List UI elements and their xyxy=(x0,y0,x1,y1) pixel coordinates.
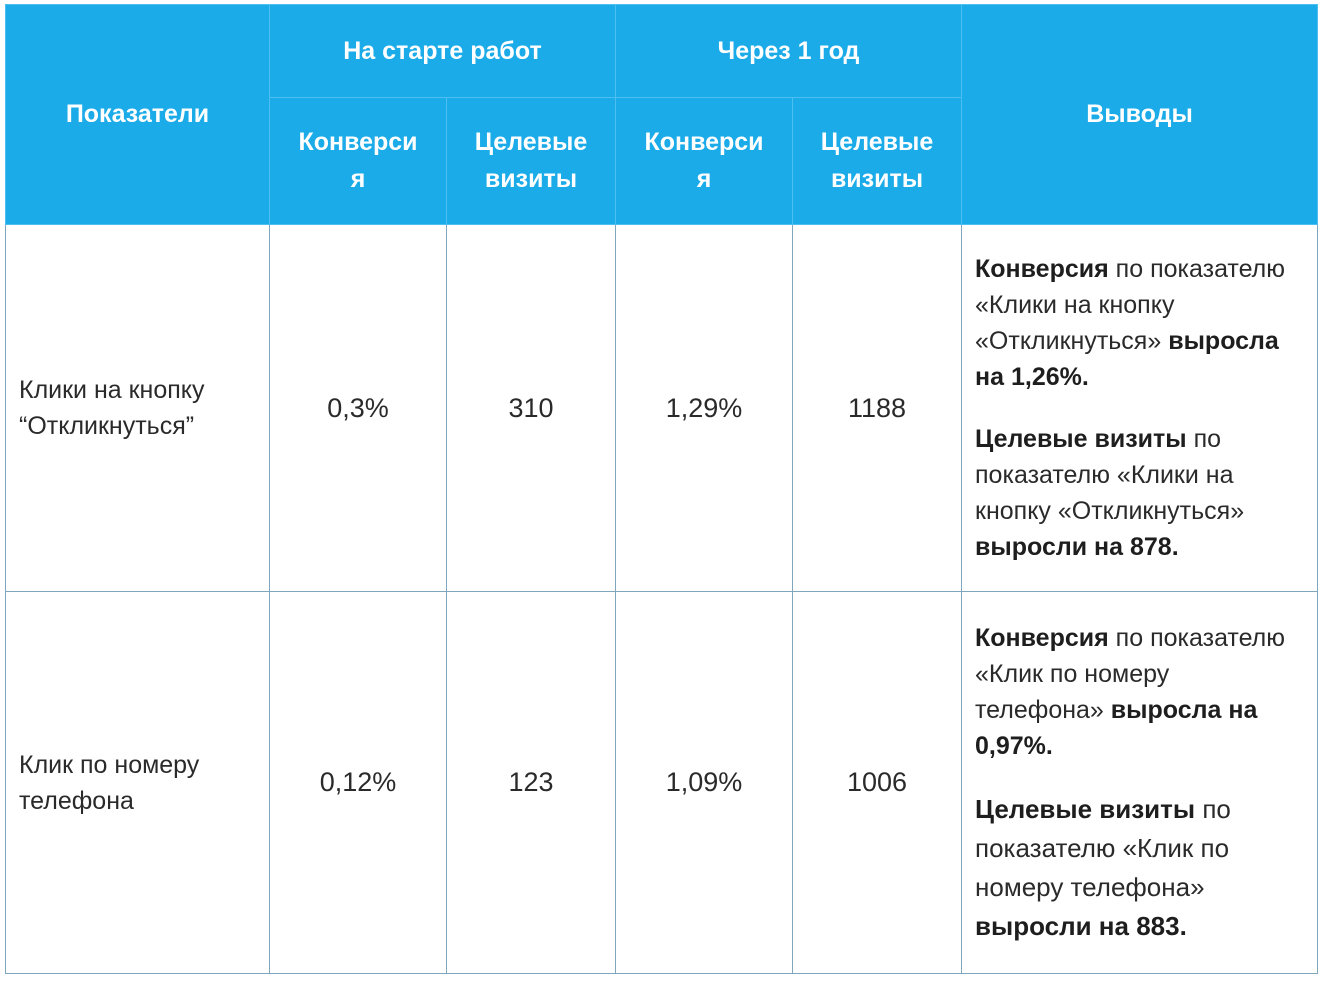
year-conversion-cell: 1,09% xyxy=(616,592,793,974)
conclusion-visits: Целевые визиты по показателю «Клик по номеру телефона» выросли на 883. xyxy=(975,793,1231,941)
header-metrics: Показатели xyxy=(6,5,270,225)
header-group-start: На старте работ xyxy=(270,5,616,98)
header-conclusions: Выводы xyxy=(962,5,1318,225)
year-visits-cell: 1188 xyxy=(793,225,962,592)
header-start-conversion: Конверси я xyxy=(270,98,447,225)
header-group-year: Через 1 год xyxy=(616,5,962,98)
start-visits-cell: 310 xyxy=(447,225,616,592)
header-year-conversion: Конверси я xyxy=(616,98,793,225)
start-conversion-cell: 0,12% xyxy=(270,592,447,974)
metric-cell: Клики на кнопку “Откликнуться” xyxy=(6,225,270,592)
conclusion-cell xyxy=(962,592,1318,974)
conclusion-visits: Целевые визиты по показателю «Клики на кнопку «Откликнуться» выросли на 878. xyxy=(975,425,1245,561)
conclusion-conversion: Конверсия по показателю «Клик по номеру телефона» выросла на 0,97%. xyxy=(975,623,1286,760)
header-start-visits: Целевые визиты xyxy=(447,98,616,225)
conclusion-cell xyxy=(962,225,1318,592)
header-row-groups xyxy=(6,5,1318,98)
start-conversion-cell: 0,3% xyxy=(270,225,447,592)
year-conversion-cell: 1,29% xyxy=(616,225,793,592)
year-visits-cell: 1006 xyxy=(793,592,962,974)
header-year-visits: Целевые визиты xyxy=(793,98,962,225)
start-visits-cell: 123 xyxy=(447,592,616,974)
results-table xyxy=(5,4,1318,974)
conclusion-conversion: Конверсия по показателю «Клики на кнопку «Откликнуться» выросла на 1,26%. xyxy=(975,255,1286,391)
table-row xyxy=(6,592,1318,974)
table-row xyxy=(6,225,1318,592)
metric-cell: Клик по номеру телефона xyxy=(6,592,270,974)
